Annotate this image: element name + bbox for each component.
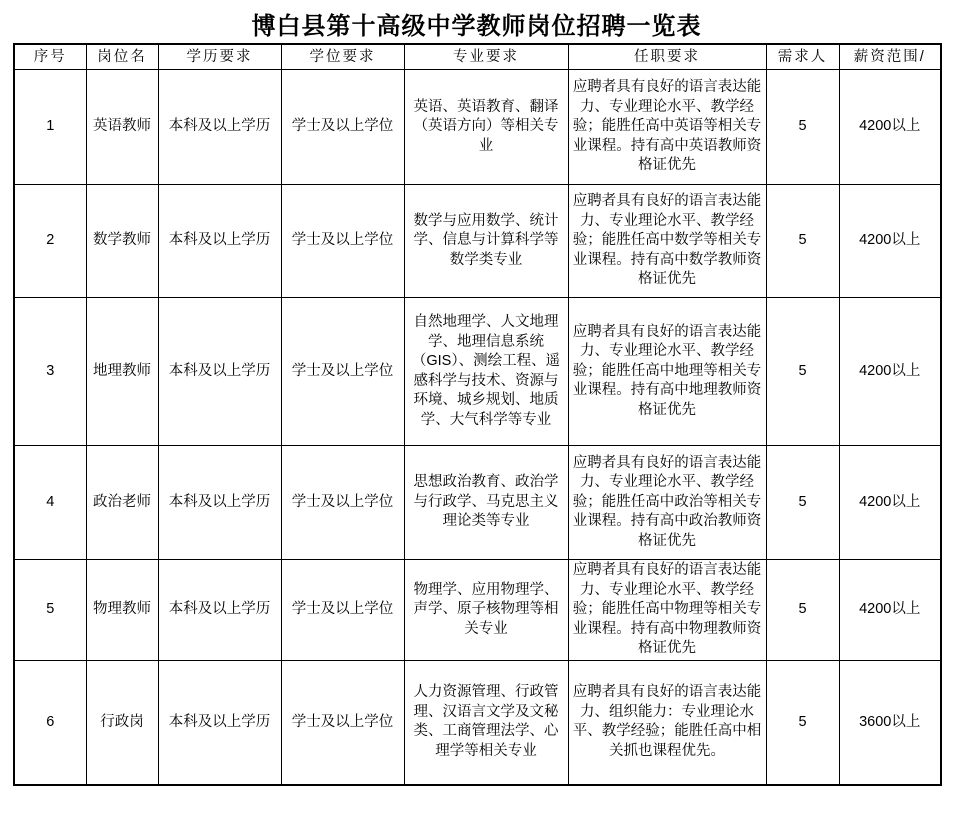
cell-headcount: 5 — [766, 560, 839, 661]
cell-degree: 学士及以上学位 — [281, 298, 404, 446]
cell-no: 3 — [14, 298, 86, 446]
column-header-headcount: 需求人 — [766, 44, 839, 70]
cell-headcount: 5 — [766, 660, 839, 785]
cell-requirements: 应聘者具有良好的语言表达能力、专业理论水平、教学经验；能胜任高中英语等相关专业课程。持有高中英语教师资格证优先 — [568, 70, 766, 185]
cell-requirements: 应聘者具有良好的语言表达能力、专业理论水平、教学经验；能胜任高中政治等相关专业课程。持有高中政治教师资格证优先 — [568, 446, 766, 560]
table-row — [14, 446, 941, 560]
cell-education: 本科及以上学历 — [158, 70, 281, 185]
cell-no: 2 — [14, 185, 86, 298]
cell-major: 物理学、应用物理学、声学、原子核物理等相关专业 — [404, 560, 568, 661]
cell-position: 物理教师 — [86, 560, 158, 661]
column-header-no: 序号 — [14, 44, 86, 70]
cell-salary: 4200以上 — [839, 446, 941, 560]
cell-education: 本科及以上学历 — [158, 446, 281, 560]
cell-headcount: 5 — [766, 70, 839, 185]
table-header-row — [14, 44, 941, 70]
cell-salary: 4200以上 — [839, 70, 941, 185]
cell-major: 人力资源管理、行政管理、汉语言文学及文秘类、工商管理法学、心理学等相关专业 — [404, 660, 568, 785]
column-header-salary: 薪资范围/ — [839, 44, 941, 70]
cell-no: 1 — [14, 70, 86, 185]
cell-headcount: 5 — [766, 185, 839, 298]
cell-education: 本科及以上学历 — [158, 560, 281, 661]
table-row — [14, 660, 941, 785]
cell-no: 5 — [14, 560, 86, 661]
cell-degree: 学士及以上学位 — [281, 185, 404, 298]
column-header-education: 学历要求 — [158, 44, 281, 70]
column-header-degree: 学位要求 — [281, 44, 404, 70]
cell-position: 地理教师 — [86, 298, 158, 446]
cell-position: 政治老师 — [86, 446, 158, 560]
column-header-requirements: 任职要求 — [568, 44, 766, 70]
cell-position: 行政岗 — [86, 660, 158, 785]
cell-requirements: 应聘者具有良好的语言表达能力、专业理论水平、教学经验；能胜任高中物理等相关专业课程。持有高中物理教师资格证优先 — [568, 560, 766, 661]
cell-degree: 学士及以上学位 — [281, 560, 404, 661]
cell-no: 6 — [14, 660, 86, 785]
cell-major: 自然地理学、人文地理学、地理信息系统（GIS）、测绘工程、遥感科学与技术、资源与环境、城乡规划、地质学、大气科学等专业 — [404, 298, 568, 446]
cell-education: 本科及以上学历 — [158, 660, 281, 785]
cell-salary: 4200以上 — [839, 185, 941, 298]
cell-degree: 学士及以上学位 — [281, 70, 404, 185]
cell-headcount: 5 — [766, 298, 839, 446]
cell-education: 本科及以上学历 — [158, 298, 281, 446]
cell-position: 数学教师 — [86, 185, 158, 298]
page-title: 博白县第十高级中学教师岗位招聘一览表 — [251, 13, 702, 40]
cell-education: 本科及以上学历 — [158, 185, 281, 298]
column-header-position: 岗位名 — [86, 44, 158, 70]
cell-requirements: 应聘者具有良好的语言表达能力、专业理论水平、教学经验；能胜任高中数学等相关专业课程。持有高中数学教师资格证优先 — [568, 185, 766, 298]
column-header-major: 专业要求 — [404, 44, 568, 70]
cell-headcount: 5 — [766, 446, 839, 560]
table-row — [14, 185, 941, 298]
table-row — [14, 560, 941, 661]
cell-major: 思想政治教育、政治学与行政学、马克思主义理论类等专业 — [404, 446, 568, 560]
cell-no: 4 — [14, 446, 86, 560]
cell-degree: 学士及以上学位 — [281, 446, 404, 560]
recruitment-table — [13, 43, 942, 786]
cell-major: 英语、英语教育、翻译（英语方向）等相关专业 — [404, 70, 568, 185]
cell-salary: 3600以上 — [839, 660, 941, 785]
cell-major: 数学与应用数学、统计学、信息与计算科学等数学类专业 — [404, 185, 568, 298]
cell-requirements: 应聘者具有良好的语言表达能力、专业理论水平、教学经验；能胜任高中地理等相关专业课程。持有高中地理教师资格证优先 — [568, 298, 766, 446]
table-row — [14, 70, 941, 185]
cell-requirements: 应聘者具有良好的语言表达能力、组织能力：专业理论水平、教学经验；能胜任高中相关抓也课程优先。 — [568, 660, 766, 785]
cell-position: 英语教师 — [86, 70, 158, 185]
table-row — [14, 298, 941, 446]
cell-salary: 4200以上 — [839, 560, 941, 661]
cell-salary: 4200以上 — [839, 298, 941, 446]
cell-degree: 学士及以上学位 — [281, 660, 404, 785]
